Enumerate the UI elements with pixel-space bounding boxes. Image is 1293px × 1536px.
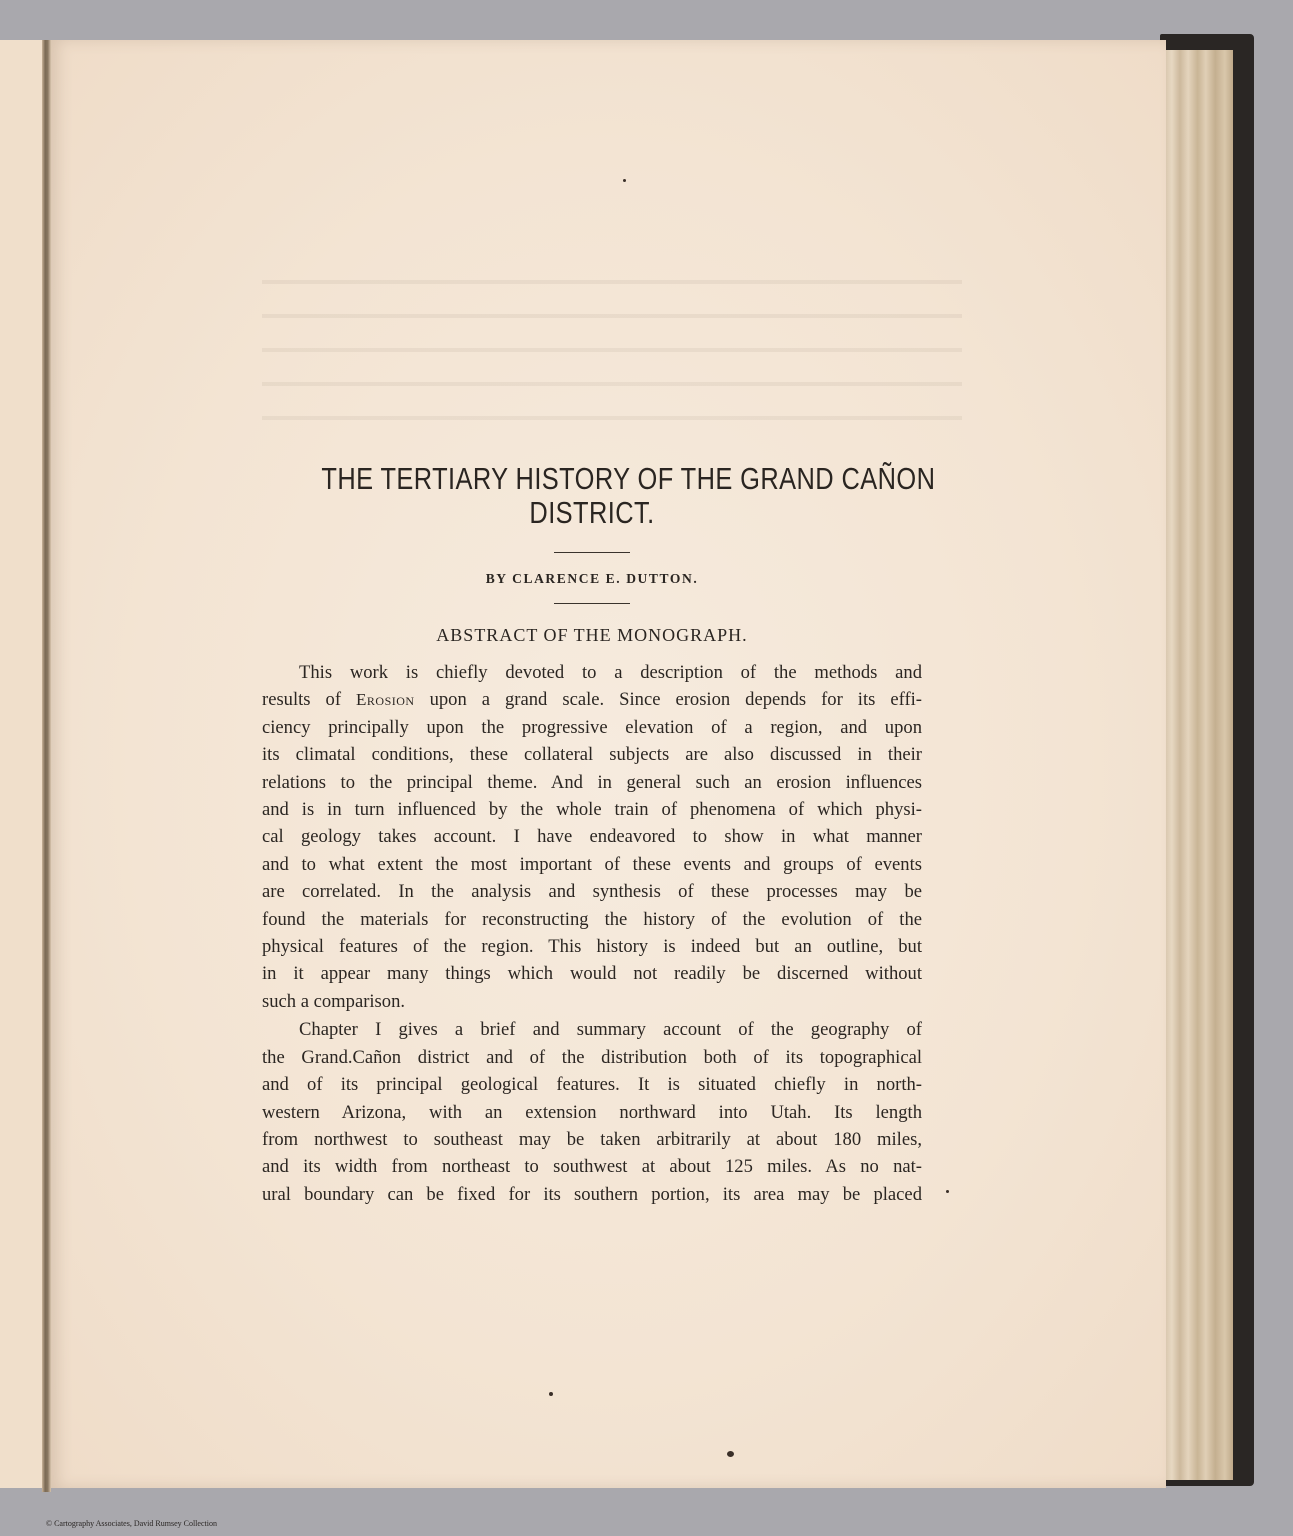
text-line: ciency principally upon the progressive elevation of a region, and upon xyxy=(262,716,922,738)
title-line-2: DISTRICT. xyxy=(529,495,655,530)
book-gutter xyxy=(42,40,51,1492)
ink-speck xyxy=(623,179,626,182)
text-line: cal geology takes account. I have endeavored to show in what manner xyxy=(262,826,922,848)
page-edges xyxy=(1165,50,1233,1480)
title-line-1: THE TERTIARY HISTORY OF THE GRAND CAÑON xyxy=(321,461,936,496)
ink-speck xyxy=(727,1451,734,1457)
section-heading: ABSTRACT OF THE MONOGRAPH. xyxy=(436,625,748,645)
text-line: such a comparison. xyxy=(262,990,406,1012)
text-line: and is in turn influenced by the whole train of phenomena of which physi- xyxy=(262,799,922,821)
text-line: western Arizona, with an extension northward into Utah. Its length xyxy=(262,1101,922,1123)
author-byline: BY CLARENCE E. DUTTON. xyxy=(485,571,699,586)
page-content xyxy=(262,452,936,1208)
paragraph-1 xyxy=(262,659,922,1015)
left-facing-page xyxy=(0,40,46,1488)
text-line: ural boundary can be fixed for its southern portion, its area may be placed xyxy=(262,1183,922,1205)
small-caps-term: Erosion xyxy=(356,690,415,710)
text-line: in it appear many things which would not readily be discerned without xyxy=(262,963,922,985)
divider-rule xyxy=(554,552,630,553)
text-line: from northwest to southeast may be taken arbitrarily at about 180 miles, xyxy=(262,1128,922,1150)
text-line: physical features of the region. This history is indeed but an outline, but xyxy=(262,936,922,958)
copyright-credit: © Cartography Associates, David Rumsey Collection xyxy=(46,1519,217,1528)
bleed-through-text xyxy=(262,250,962,450)
paragraph-2 xyxy=(262,1016,922,1208)
text-span: upon a grand scale. Since erosion depends for its effi- xyxy=(414,689,922,711)
document-title xyxy=(321,461,936,530)
ink-speck xyxy=(946,1190,949,1193)
text-line: are correlated. In the analysis and synthesis of these processes may be xyxy=(262,881,922,903)
text-line: the Grand.Cañon district and of the distribution both of its topographical xyxy=(262,1046,922,1068)
text-line xyxy=(262,686,922,713)
text-line: and its width from northeast to southwest at about 125 miles. As no nat- xyxy=(262,1156,922,1178)
text-line: its climatal conditions, these collateral subjects are also discussed in their xyxy=(262,744,922,766)
divider-rule xyxy=(554,603,630,604)
text-line: relations to the principal theme. And in general such an erosion influences xyxy=(262,771,922,793)
text-line: This work is chiefly devoted to a description of the methods and xyxy=(299,662,922,683)
text-line: and of its principal geological features. It is situated chiefly in north- xyxy=(262,1074,922,1096)
text-line: found the materials for reconstructing the history of the evolution of the xyxy=(262,908,922,930)
text-line: and to what extent the most important of these events and groups of events xyxy=(262,853,922,875)
ink-speck xyxy=(549,1392,553,1396)
text-line: Chapter I gives a brief and summary account of the geography of xyxy=(299,1019,922,1041)
text-span: results of xyxy=(262,689,357,711)
